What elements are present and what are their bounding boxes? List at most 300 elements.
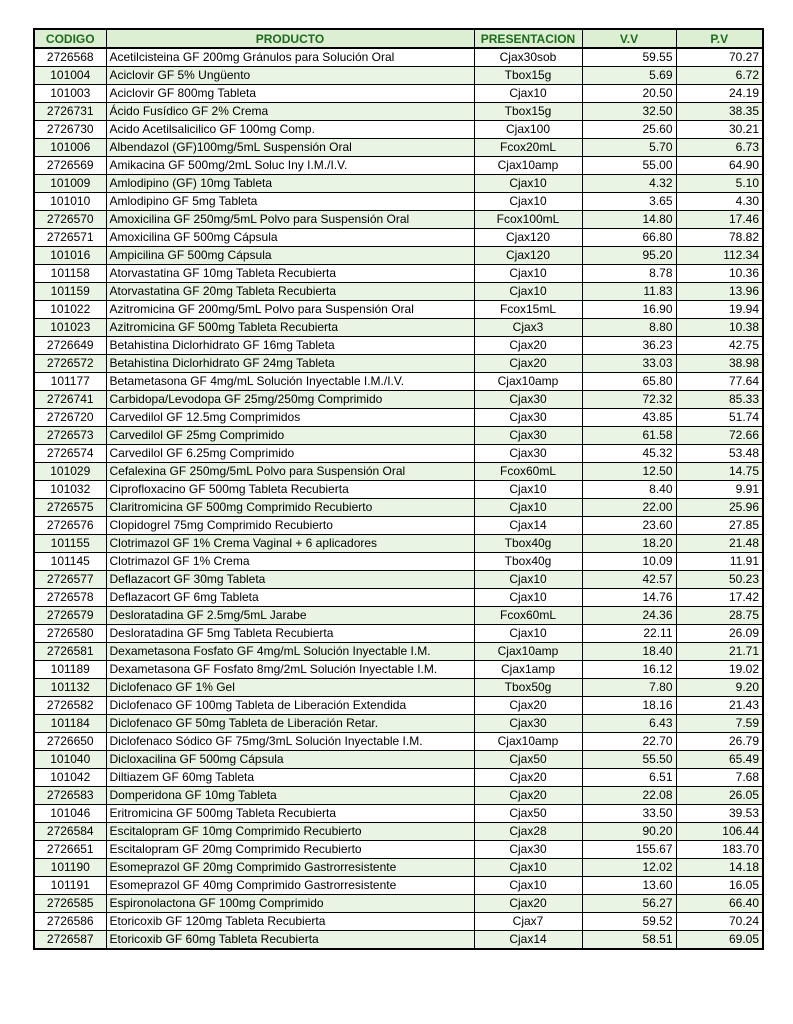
cell-presentation: Fcox100mL	[474, 211, 582, 229]
cell-product: Dicloxacilina GF 500mg Cápsula	[106, 751, 474, 769]
cell-pv: 38.35	[676, 103, 763, 121]
cell-pv: 69.05	[676, 931, 763, 950]
cell-vv: 72.32	[582, 391, 676, 409]
cell-presentation: Fcox20mL	[474, 139, 582, 157]
cell-pv: 9.20	[676, 679, 763, 697]
cell-product: Ampicilina GF 500mg Cápsula	[106, 247, 474, 265]
cell-code: 101191	[34, 877, 106, 895]
cell-presentation: Cjax10	[474, 589, 582, 607]
cell-presentation: Cjax3	[474, 319, 582, 337]
cell-vv: 43.85	[582, 409, 676, 427]
table-row	[34, 751, 763, 769]
cell-code: 2726579	[34, 607, 106, 625]
cell-code: 101046	[34, 805, 106, 823]
table-row	[34, 48, 763, 67]
cell-vv: 33.03	[582, 355, 676, 373]
cell-code: 101016	[34, 247, 106, 265]
cell-pv: 7.59	[676, 715, 763, 733]
cell-pv: 28.75	[676, 607, 763, 625]
table-row	[34, 283, 763, 301]
cell-product: Albendazol (GF)100mg/5mL Suspensión Oral	[106, 139, 474, 157]
cell-vv: 45.32	[582, 445, 676, 463]
cell-vv: 25.60	[582, 121, 676, 139]
cell-code: 2726582	[34, 697, 106, 715]
cell-code: 2726572	[34, 355, 106, 373]
cell-vv: 14.80	[582, 211, 676, 229]
cell-pv: 26.09	[676, 625, 763, 643]
cell-vv: 4.32	[582, 175, 676, 193]
cell-product: Atorvastatina GF 20mg Tableta Recubierta	[106, 283, 474, 301]
cell-pv: 4.30	[676, 193, 763, 211]
cell-product: Cefalexina GF 250mg/5mL Polvo para Suspensión Oral	[106, 463, 474, 481]
cell-code: 2726730	[34, 121, 106, 139]
cell-presentation: Cjax14	[474, 517, 582, 535]
cell-vv: 36.23	[582, 337, 676, 355]
cell-pv: 10.38	[676, 319, 763, 337]
cell-pv: 11.91	[676, 553, 763, 571]
cell-code: 101132	[34, 679, 106, 697]
cell-product: Desloratadina GF 5mg Tableta Recubierta	[106, 625, 474, 643]
cell-pv: 24.19	[676, 85, 763, 103]
cell-product: Ácido Fusídico GF 2% Crema	[106, 103, 474, 121]
cell-vv: 13.60	[582, 877, 676, 895]
table-row	[34, 589, 763, 607]
cell-presentation: Cjax120	[474, 229, 582, 247]
header-presentation: PRESENTACION	[474, 29, 582, 48]
cell-vv: 10.09	[582, 553, 676, 571]
cell-presentation: Cjax20	[474, 697, 582, 715]
cell-presentation: Cjax10	[474, 283, 582, 301]
table-row	[34, 175, 763, 193]
cell-product: Aciclovir GF 800mg Tableta	[106, 85, 474, 103]
cell-product: Amikacina GF 500mg/2mL Soluc Iny I.M./I.V.	[106, 157, 474, 175]
cell-code: 2726568	[34, 48, 106, 67]
cell-presentation: Cjax20	[474, 769, 582, 787]
cell-pv: 9.91	[676, 481, 763, 499]
cell-pv: 7.68	[676, 769, 763, 787]
cell-pv: 21.71	[676, 643, 763, 661]
cell-code: 2726571	[34, 229, 106, 247]
cell-product: Clopidogrel 75mg Comprimido Recubierto	[106, 517, 474, 535]
cell-pv: 66.40	[676, 895, 763, 913]
cell-presentation: Cjax14	[474, 931, 582, 950]
table-row	[34, 319, 763, 337]
cell-presentation: Cjax10	[474, 571, 582, 589]
cell-code: 2726586	[34, 913, 106, 931]
cell-vv: 6.43	[582, 715, 676, 733]
cell-product: Dexametasona Fosfato GF 4mg/mL Solución Inyectable I.M.	[106, 643, 474, 661]
cell-product: Deflazacort GF 30mg Tableta	[106, 571, 474, 589]
table-row	[34, 733, 763, 751]
cell-presentation: Cjax20	[474, 337, 582, 355]
header-code: CODIGO	[34, 29, 106, 48]
cell-product: Atorvastatina GF 10mg Tableta Recubierta	[106, 265, 474, 283]
cell-code: 101177	[34, 373, 106, 391]
cell-code: 2726581	[34, 643, 106, 661]
cell-product: Amoxicilina GF 250mg/5mL Polvo para Suspensión Oral	[106, 211, 474, 229]
cell-presentation: Cjax10	[474, 481, 582, 499]
cell-product: Betahistina Diclorhidrato GF 16mg Tableta	[106, 337, 474, 355]
cell-product: Betahistina Diclorhidrato GF 24mg Tableta	[106, 355, 474, 373]
cell-code: 2726583	[34, 787, 106, 805]
cell-code: 2726580	[34, 625, 106, 643]
table-row	[34, 463, 763, 481]
cell-product: Esomeprazol GF 40mg Comprimido Gastrorresistente	[106, 877, 474, 895]
cell-presentation: Cjax10	[474, 625, 582, 643]
table-row	[34, 301, 763, 319]
table-row	[34, 103, 763, 121]
cell-product: Clotrimazol GF 1% Crema Vaginal + 6 aplicadores	[106, 535, 474, 553]
cell-code: 101189	[34, 661, 106, 679]
cell-presentation: Cjax50	[474, 751, 582, 769]
table-row	[34, 247, 763, 265]
cell-product: Diclofenaco GF 50mg Tableta de Liberación Retar.	[106, 715, 474, 733]
cell-product: Carvedilol GF 12.5mg Comprimidos	[106, 409, 474, 427]
cell-presentation: Cjax30	[474, 409, 582, 427]
cell-vv: 22.08	[582, 787, 676, 805]
cell-pv: 112.34	[676, 247, 763, 265]
table-row	[34, 265, 763, 283]
cell-presentation: Cjax10amp	[474, 157, 582, 175]
cell-pv: 53.48	[676, 445, 763, 463]
cell-presentation: Cjax10	[474, 499, 582, 517]
cell-pv: 6.72	[676, 67, 763, 85]
cell-vv: 20.50	[582, 85, 676, 103]
cell-pv: 14.75	[676, 463, 763, 481]
cell-presentation: Cjax20	[474, 355, 582, 373]
table-row	[34, 445, 763, 463]
cell-code: 101184	[34, 715, 106, 733]
cell-presentation: Cjax100	[474, 121, 582, 139]
cell-pv: 50.23	[676, 571, 763, 589]
cell-presentation: Cjax10	[474, 859, 582, 877]
cell-code: 2726731	[34, 103, 106, 121]
cell-code: 101010	[34, 193, 106, 211]
cell-presentation: Cjax10	[474, 193, 582, 211]
cell-presentation: Tbox15g	[474, 103, 582, 121]
table-row	[34, 841, 763, 859]
cell-product: Etoricoxib GF 120mg Tableta Recubierta	[106, 913, 474, 931]
table-row	[34, 679, 763, 697]
table-row	[34, 355, 763, 373]
cell-presentation: Fcox60mL	[474, 463, 582, 481]
table-row	[34, 139, 763, 157]
table-row	[34, 823, 763, 841]
cell-code: 2726585	[34, 895, 106, 913]
cell-vv: 59.52	[582, 913, 676, 931]
cell-vv: 22.70	[582, 733, 676, 751]
cell-code: 101023	[34, 319, 106, 337]
cell-code: 2726649	[34, 337, 106, 355]
cell-presentation: Cjax1amp	[474, 661, 582, 679]
cell-product: Domperidona GF 10mg Tableta	[106, 787, 474, 805]
table-row	[34, 409, 763, 427]
cell-code: 101009	[34, 175, 106, 193]
cell-product: Azitromicina GF 200mg/5mL Polvo para Suspensión Oral	[106, 301, 474, 319]
cell-product: Escitalopram GF 20mg Comprimido Recubierto	[106, 841, 474, 859]
cell-vv: 58.51	[582, 931, 676, 950]
cell-vv: 3.65	[582, 193, 676, 211]
table-row	[34, 661, 763, 679]
cell-product: Clotrimazol GF 1% Crema	[106, 553, 474, 571]
cell-presentation: Cjax10	[474, 85, 582, 103]
cell-vv: 23.60	[582, 517, 676, 535]
cell-vv: 8.80	[582, 319, 676, 337]
cell-presentation: Cjax10amp	[474, 373, 582, 391]
cell-product: Carvedilol GF 25mg Comprimido	[106, 427, 474, 445]
cell-pv: 70.24	[676, 913, 763, 931]
table-row	[34, 787, 763, 805]
table-row	[34, 697, 763, 715]
cell-pv: 13.96	[676, 283, 763, 301]
cell-presentation: Cjax30	[474, 391, 582, 409]
cell-code: 2726587	[34, 931, 106, 950]
cell-code: 2726574	[34, 445, 106, 463]
cell-vv: 16.90	[582, 301, 676, 319]
header-product: PRODUCTO	[106, 29, 474, 48]
table-row	[34, 931, 763, 950]
cell-product: Acetilcisteina GF 200mg Gránulos para Solución Oral	[106, 48, 474, 67]
cell-pv: 72.66	[676, 427, 763, 445]
table-row	[34, 571, 763, 589]
cell-pv: 51.74	[676, 409, 763, 427]
table-row	[34, 229, 763, 247]
cell-presentation: Tbox40g	[474, 553, 582, 571]
cell-vv: 12.02	[582, 859, 676, 877]
cell-vv: 32.50	[582, 103, 676, 121]
cell-presentation: Fcox60mL	[474, 607, 582, 625]
cell-code: 2726584	[34, 823, 106, 841]
cell-code: 101159	[34, 283, 106, 301]
table-row	[34, 643, 763, 661]
cell-vv: 66.80	[582, 229, 676, 247]
table-row	[34, 121, 763, 139]
cell-product: Acido Acetilsalicilico GF 100mg Comp.	[106, 121, 474, 139]
cell-presentation: Fcox15mL	[474, 301, 582, 319]
table-row	[34, 85, 763, 103]
table-row	[34, 535, 763, 553]
cell-product: Carbidopa/Levodopa GF 25mg/250mg Comprimido	[106, 391, 474, 409]
cell-pv: 30.21	[676, 121, 763, 139]
cell-product: Esomeprazol GF 20mg Comprimido Gastrorresistente	[106, 859, 474, 877]
cell-code: 2726575	[34, 499, 106, 517]
cell-presentation: Cjax30sob	[474, 48, 582, 67]
cell-pv: 78.82	[676, 229, 763, 247]
cell-pv: 16.05	[676, 877, 763, 895]
cell-vv: 22.00	[582, 499, 676, 517]
cell-vv: 6.51	[582, 769, 676, 787]
cell-presentation: Tbox50g	[474, 679, 582, 697]
cell-product: Deflazacort GF 6mg Tableta	[106, 589, 474, 607]
cell-code: 2726720	[34, 409, 106, 427]
table-row	[34, 859, 763, 877]
cell-code: 101042	[34, 769, 106, 787]
cell-product: Claritromicina GF 500mg Comprimido Recubierto	[106, 499, 474, 517]
cell-vv: 42.57	[582, 571, 676, 589]
table-row	[34, 895, 763, 913]
table-row	[34, 607, 763, 625]
cell-presentation: Cjax30	[474, 427, 582, 445]
cell-code: 101190	[34, 859, 106, 877]
cell-code: 101155	[34, 535, 106, 553]
cell-code: 101145	[34, 553, 106, 571]
cell-code: 101158	[34, 265, 106, 283]
cell-vv: 5.69	[582, 67, 676, 85]
header-vv: V.V	[582, 29, 676, 48]
table-row	[34, 373, 763, 391]
cell-product: Diclofenaco Sódico GF 75mg/3mL Solución Inyectable I.M.	[106, 733, 474, 751]
cell-presentation: Cjax28	[474, 823, 582, 841]
cell-product: Diltiazem GF 60mg Tableta	[106, 769, 474, 787]
cell-vv: 7.80	[582, 679, 676, 697]
cell-pv: 64.90	[676, 157, 763, 175]
cell-vv: 18.20	[582, 535, 676, 553]
cell-vv: 155.67	[582, 841, 676, 859]
cell-presentation: Cjax10	[474, 175, 582, 193]
cell-product: Amoxicilina GF 500mg Cápsula	[106, 229, 474, 247]
cell-code: 2726650	[34, 733, 106, 751]
cell-pv: 21.48	[676, 535, 763, 553]
cell-vv: 55.50	[582, 751, 676, 769]
cell-pv: 19.94	[676, 301, 763, 319]
table-row	[34, 157, 763, 175]
cell-pv: 183.70	[676, 841, 763, 859]
cell-presentation: Cjax10amp	[474, 643, 582, 661]
cell-vv: 11.83	[582, 283, 676, 301]
cell-vv: 8.78	[582, 265, 676, 283]
cell-vv: 33.50	[582, 805, 676, 823]
cell-pv: 85.33	[676, 391, 763, 409]
cell-pv: 70.27	[676, 48, 763, 67]
table-row	[34, 877, 763, 895]
cell-product: Dexametasona GF Fosfato 8mg/2mL Solución Inyectable I.M.	[106, 661, 474, 679]
cell-code: 101004	[34, 67, 106, 85]
cell-vv: 61.58	[582, 427, 676, 445]
cell-product: Escitalopram GF 10mg Comprimido Recubierto	[106, 823, 474, 841]
cell-product: Ciprofloxacino GF 500mg Tableta Recubierta	[106, 481, 474, 499]
cell-pv: 27.85	[676, 517, 763, 535]
cell-vv: 24.36	[582, 607, 676, 625]
cell-presentation: Cjax10	[474, 877, 582, 895]
cell-code: 2726569	[34, 157, 106, 175]
cell-presentation: Cjax20	[474, 787, 582, 805]
price-table	[33, 28, 764, 950]
cell-pv: 17.42	[676, 589, 763, 607]
table-row	[34, 805, 763, 823]
table-row	[34, 499, 763, 517]
cell-vv: 55.00	[582, 157, 676, 175]
cell-pv: 21.43	[676, 697, 763, 715]
cell-vv: 59.55	[582, 48, 676, 67]
table-row	[34, 193, 763, 211]
cell-code: 2726578	[34, 589, 106, 607]
table-row	[34, 769, 763, 787]
cell-pv: 14.18	[676, 859, 763, 877]
cell-presentation: Cjax7	[474, 913, 582, 931]
table-row	[34, 517, 763, 535]
table-row	[34, 427, 763, 445]
table-row	[34, 553, 763, 571]
table-body	[34, 48, 763, 949]
cell-product: Desloratadina GF 2.5mg/5mL Jarabe	[106, 607, 474, 625]
cell-vv: 12.50	[582, 463, 676, 481]
cell-vv: 18.40	[582, 643, 676, 661]
cell-code: 101032	[34, 481, 106, 499]
cell-code: 2726741	[34, 391, 106, 409]
cell-pv: 6.73	[676, 139, 763, 157]
cell-code: 2726576	[34, 517, 106, 535]
cell-code: 2726651	[34, 841, 106, 859]
cell-product: Amlodipino (GF) 10mg Tableta	[106, 175, 474, 193]
cell-pv: 38.98	[676, 355, 763, 373]
cell-pv: 5.10	[676, 175, 763, 193]
table-row	[34, 625, 763, 643]
cell-vv: 90.20	[582, 823, 676, 841]
cell-pv: 42.75	[676, 337, 763, 355]
table-row	[34, 715, 763, 733]
cell-code: 2726570	[34, 211, 106, 229]
cell-pv: 39.53	[676, 805, 763, 823]
cell-pv: 10.36	[676, 265, 763, 283]
cell-product: Aciclovir GF 5% Ungüento	[106, 67, 474, 85]
cell-presentation: Tbox40g	[474, 535, 582, 553]
cell-pv: 26.05	[676, 787, 763, 805]
table-row	[34, 913, 763, 931]
cell-pv: 25.96	[676, 499, 763, 517]
cell-code: 101040	[34, 751, 106, 769]
cell-pv: 65.49	[676, 751, 763, 769]
cell-vv: 22.11	[582, 625, 676, 643]
cell-product: Betametasona GF 4mg/mL Solución Inyectable I.M./I.V.	[106, 373, 474, 391]
table-row	[34, 391, 763, 409]
cell-pv: 26.79	[676, 733, 763, 751]
cell-presentation: Tbox15g	[474, 67, 582, 85]
cell-presentation: Cjax10amp	[474, 733, 582, 751]
header-row	[34, 29, 763, 48]
cell-product: Carvedilol GF 6.25mg Comprimido	[106, 445, 474, 463]
cell-code: 101029	[34, 463, 106, 481]
table-row	[34, 481, 763, 499]
cell-product: Etoricoxib GF 60mg Tableta Recubierta	[106, 931, 474, 950]
cell-vv: 18.16	[582, 697, 676, 715]
cell-vv: 14.76	[582, 589, 676, 607]
cell-pv: 77.64	[676, 373, 763, 391]
cell-vv: 56.27	[582, 895, 676, 913]
cell-presentation: Cjax30	[474, 841, 582, 859]
cell-pv: 106.44	[676, 823, 763, 841]
cell-presentation: Cjax20	[474, 895, 582, 913]
cell-product: Azitromicina GF 500mg Tableta Recubierta	[106, 319, 474, 337]
cell-product: Espironolactona GF 100mg Comprimido	[106, 895, 474, 913]
cell-presentation: Cjax10	[474, 265, 582, 283]
cell-vv: 95.20	[582, 247, 676, 265]
header-pv: P.V	[676, 29, 763, 48]
cell-code: 2726573	[34, 427, 106, 445]
cell-code: 101003	[34, 85, 106, 103]
cell-presentation: Cjax30	[474, 715, 582, 733]
cell-presentation: Cjax30	[474, 445, 582, 463]
cell-vv: 8.40	[582, 481, 676, 499]
cell-vv: 16.12	[582, 661, 676, 679]
cell-code: 2726577	[34, 571, 106, 589]
cell-product: Diclofenaco GF 1% Gel	[106, 679, 474, 697]
cell-presentation: Cjax120	[474, 247, 582, 265]
cell-product: Diclofenaco GF 100mg Tableta de Liberación Extendida	[106, 697, 474, 715]
cell-vv: 65.80	[582, 373, 676, 391]
cell-vv: 5.70	[582, 139, 676, 157]
cell-presentation: Cjax50	[474, 805, 582, 823]
table-row	[34, 337, 763, 355]
